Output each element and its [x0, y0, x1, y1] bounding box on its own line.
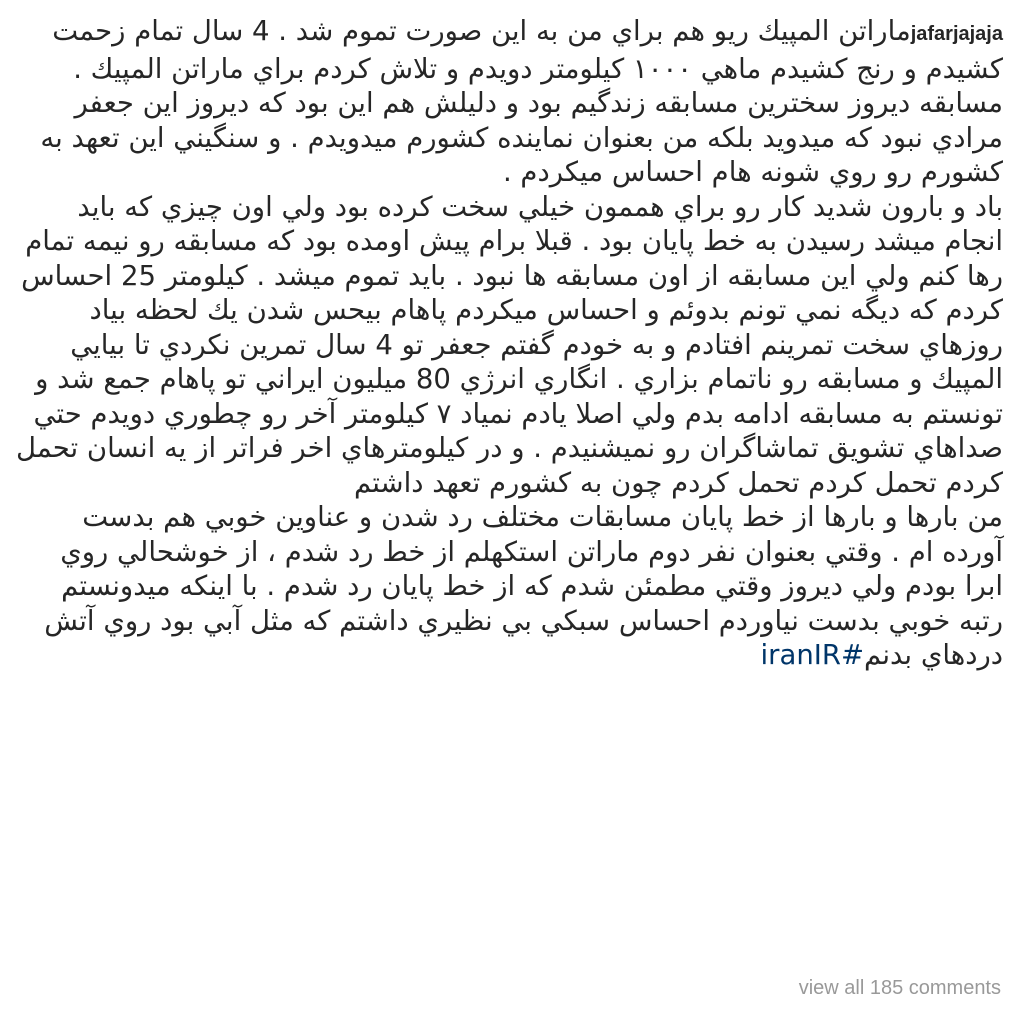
caption-paragraph-2: مسابقه ديروز سخترين مسابقه زندگيم بود و دليلش هم اين بود كه ديروز اين جعفر مرادي نبود كه ميدويد بلكه من بعنوان نماينده كشورم ميدويدم . و سنگيني اين تعهد به كشورم رو روي شونه هام احساس ميكردم . — [40, 87, 1003, 188]
post-caption — [14, 14, 1003, 673]
caption-text-4: من بارها و بارها از خط پايان مسابقات مختلف رد شدن و عناوين خوبي هم بدست آورده ام . وقتي بعنوان نفر دوم ماراتن استكهلم از خط رد شدم ، از خوشحالي روي ابرا بودم ولي ديروز وقتي مطمئن شدم كه از خط پايان رد شدم . با اينكه ميدونستم رتبه خوبي بدست نياوردم احساس سبكي بي نظيري داشتم كه مثل آبي بود روي آتش دردهاي بدنم — [44, 501, 1003, 671]
view-all-comments-link[interactable]: view all 185 comments — [798, 977, 1001, 999]
caption-paragraph-4 — [14, 500, 1003, 673]
caption-text-1: ماراتن المپيك ريو هم براي من به اين صورت تموم شد . 4 سال تمام زحمت كشيدم و رنج كشيدم ماهي ١٠٠٠ كيلومتر دويدم و تلاش كردم براي ماراتن المپيك . — [52, 15, 1003, 85]
caption-paragraph-1 — [14, 14, 1003, 86]
hashtag-link[interactable]: #iranIR — [760, 639, 865, 671]
username-link[interactable]: jafarjajaja — [910, 23, 1003, 45]
caption-paragraph-3: باد و بارون شديد كار رو براي هممون خيلي سخت كرده بود ولي اون چيزي كه بايد انجام ميشد رسيدن به خط پايان بود . قبلا برام پيش اومده بود كه مسابقه رو نيمه تمام رها كنم ولي اين مسابقه از اون مسابقه ها نبود . بايد تموم ميشد . كيلومتر 25 احساس كردم كه ديگه نمي تونم بدوئم و احساس ميكردم پاهام بيحس شدن يك لحظه بياد روزهاي سخت تمرينم افتادم و به خودم گفتم جعفر تو 4 سال تمرين نكردي تا بيايي المپيك و مسابقه رو ناتمام بزاري . انگاري انرژي 80 ميليون ايراني تو پاهام جمع شد و تونستم به مسابقه ادامه بدم ولي اصلا يادم نمياد ٧ كيلومتر آخر رو چطوري دويدم حتي صداهاي تشويق تماشاگران رو نميشنيدم . و در كيلومترهاي اخر فراتر از يه انسان تحمل كردم تحمل كردم تحمل كردم چون به كشورم تعهد داشتم — [16, 190, 1003, 499]
